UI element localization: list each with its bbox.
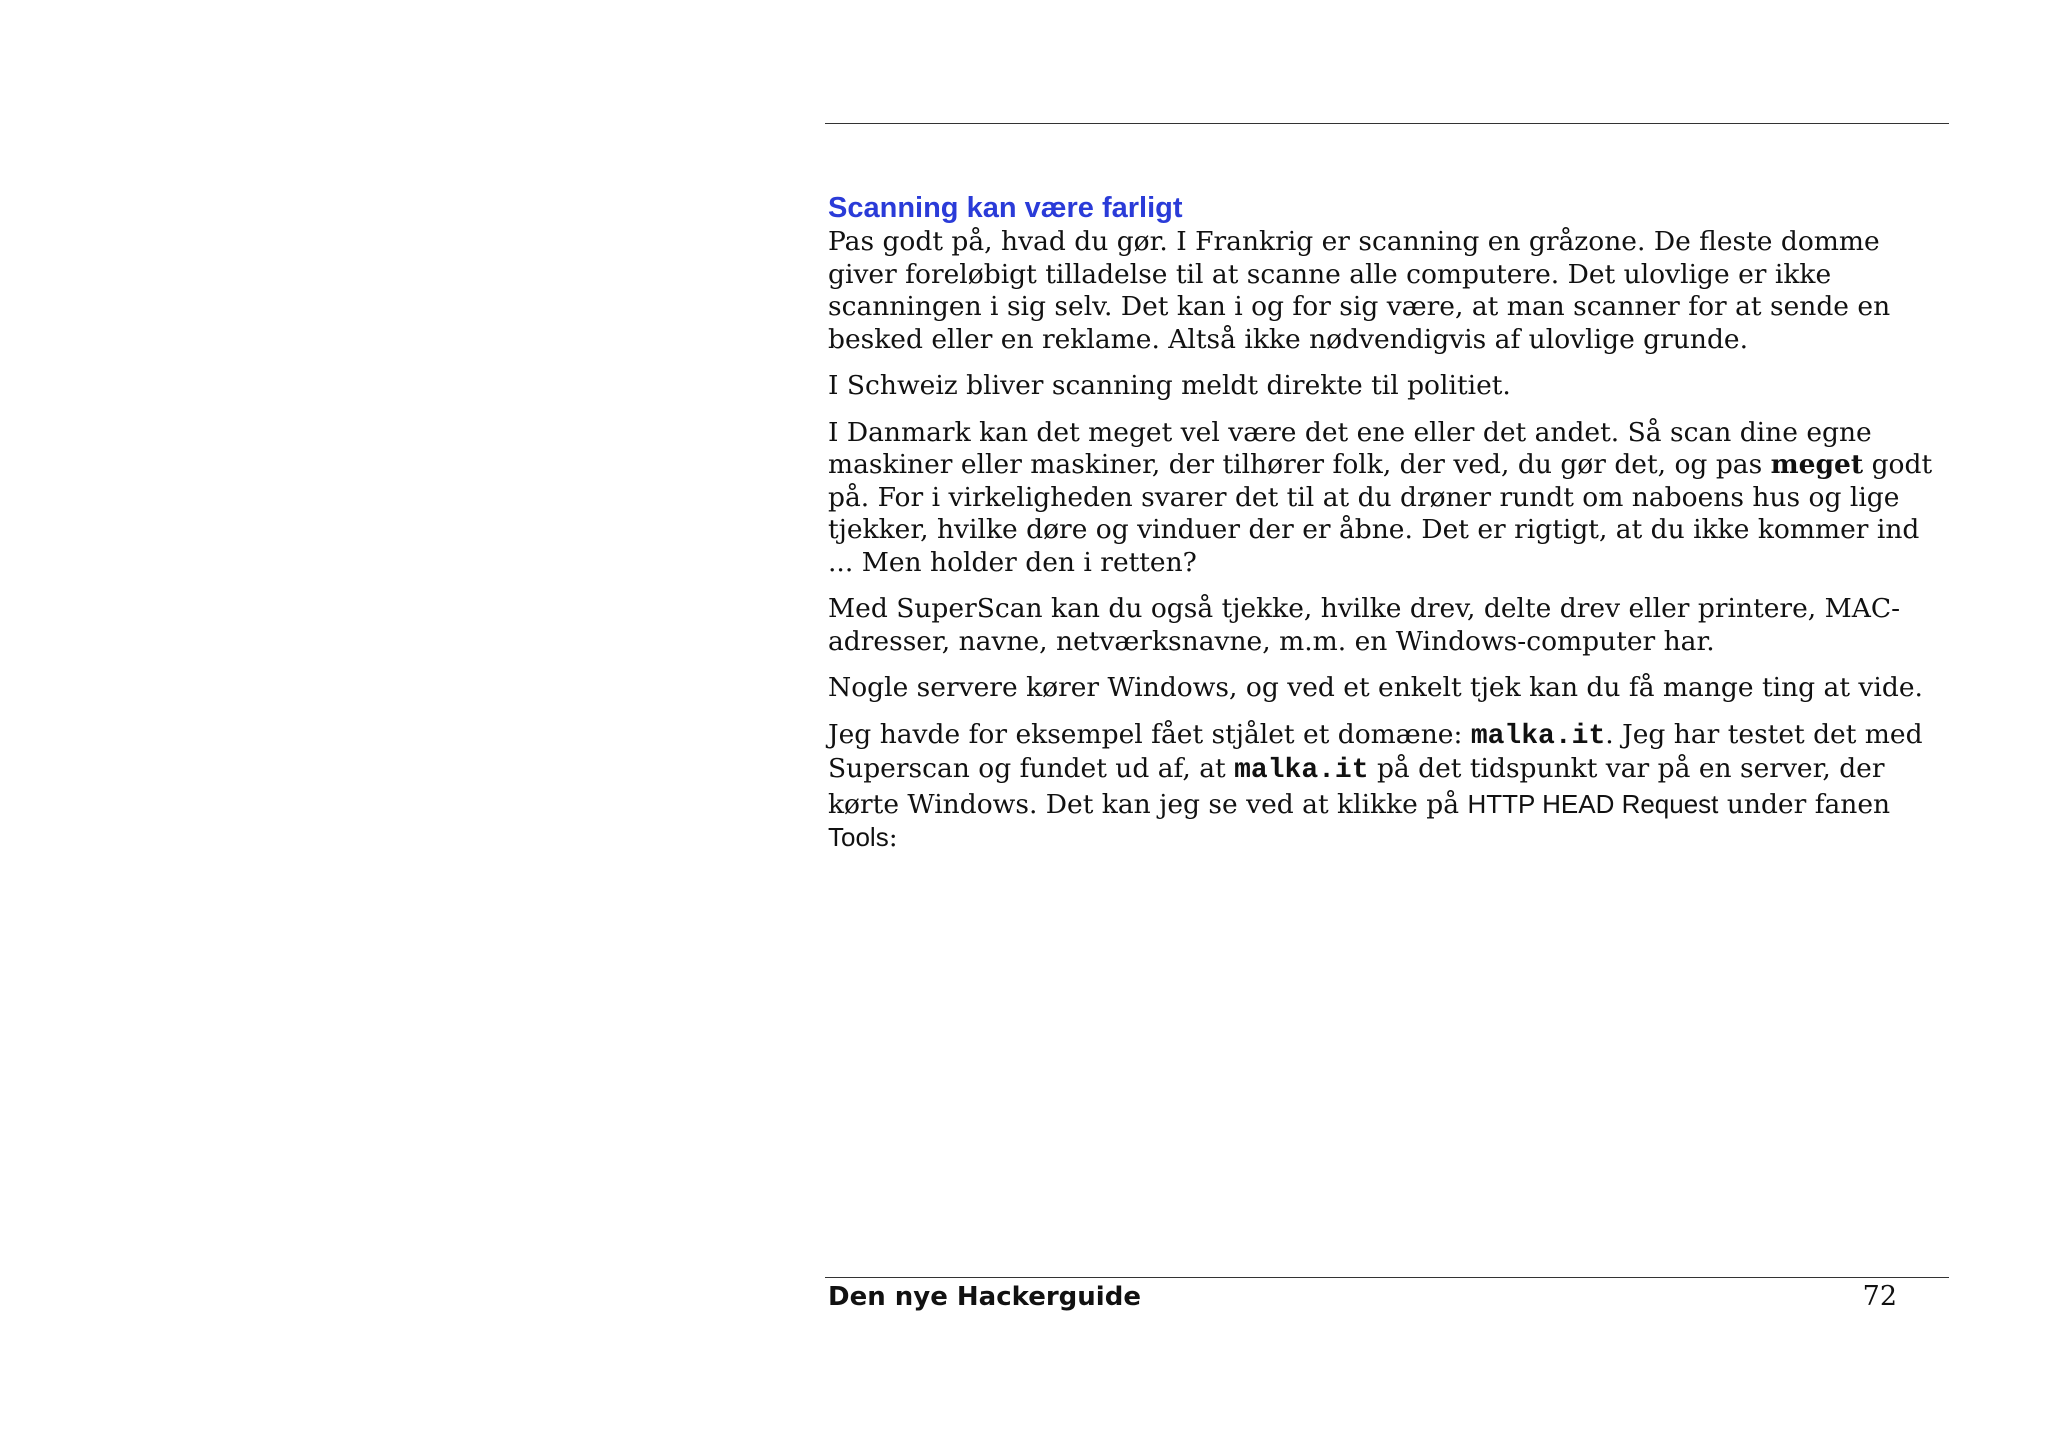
paragraph-domain-example: [828, 719, 1946, 855]
header-rule: [825, 123, 1949, 124]
paragraph-domain-text-2: . Jeg har testet det med Superscan og fundet ud af, at: [828, 718, 1923, 784]
paragraph-france: Pas godt på, hvad du gør. I Frankrig er scanning en gråzone. De fleste domme giver foreløbigt tilladelse til at scanne alle computere. Det ulovlige er ikke scanningen i sig selv. Det kan i og for sig være, at man scanner for at sende en besked eller en reklame. Altså ikke nødvendigvis af ulovlige grunde.: [828, 226, 1891, 355]
paragraph-denmark-text-1: I Danmark kan det meget vel være det ene eller det andet. Så scan dine egne maskiner eller maskiner, der tilhører folk, der ved, du gør det, og pas: [828, 416, 1872, 480]
footer-rule: [825, 1277, 1949, 1278]
ui-label-tools-tab: Tools: [828, 822, 889, 852]
ui-label-http-head-request: HTTP HEAD Request: [1467, 788, 1719, 819]
page-content: [828, 188, 1946, 869]
paragraph-switzerland: I Schweiz bliver scanning meldt direkte til politiet.: [828, 370, 1511, 401]
domain-code-2: malka.it: [1234, 755, 1369, 786]
footer-book-title: Den nye Hackerguide: [828, 1282, 1141, 1312]
paragraph-windows-servers: Nogle servere kører Windows, og ved et enkelt tjek kan du få mange ting at vide.: [828, 672, 1923, 703]
paragraph-domain-text-4: under fanen: [1718, 788, 1891, 820]
emphasis-meget: meget: [1770, 449, 1864, 480]
paragraph-domain-text-5: :: [888, 822, 898, 853]
domain-code-1: malka.it: [1470, 720, 1606, 752]
paragraph-domain-text-1: Jeg havde for eksempel fået stjålet et domæne:: [828, 718, 1471, 750]
paragraph-domain-text-3: på det tidspunkt var på en server, der kørte Windows. Det kan jeg se ved at klikke på: [828, 753, 1885, 820]
paragraph-denmark-text-2: godt på. For i virkeligheden svarer det til at du drøner rundt om naboens hus og lige tjekker, hvilke døre og vinduer der er åbne. Det er rigtigt, at du ikke kommer ind ... Men holder den i retten?: [828, 449, 1933, 578]
paragraph-superscan: Med SuperScan kan du også tjekke, hvilke drev, delte drev eller printere, MAC-adresser, navne, netværksnavne, m.m. en Windows-computer har.: [828, 593, 1901, 657]
section-heading: Scanning kan være farligt: [828, 192, 1183, 224]
paragraph-denmark: [828, 417, 1946, 580]
page-number: 72: [1862, 1281, 1897, 1312]
